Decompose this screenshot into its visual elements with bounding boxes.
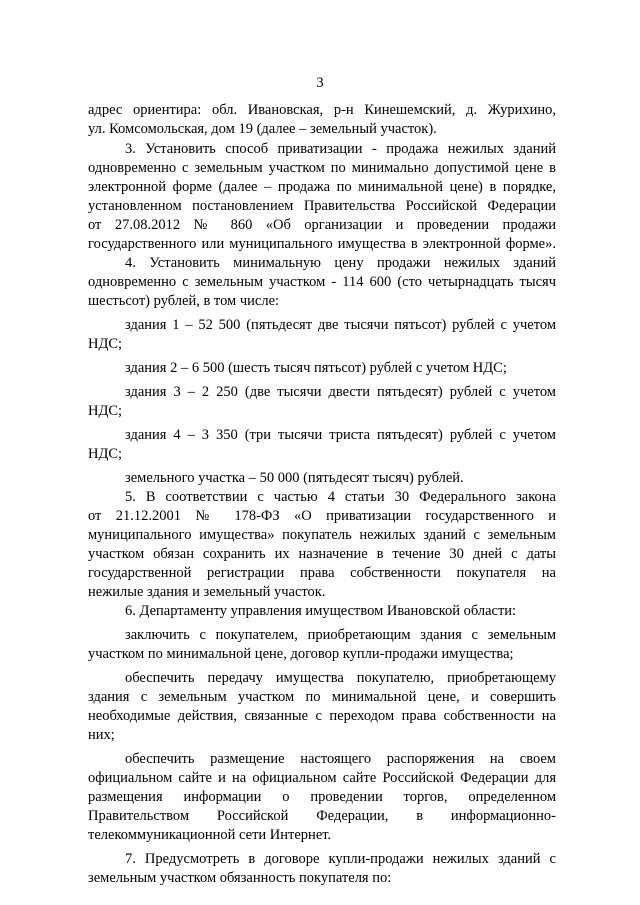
text-line: Правительством Российской Федерации, в информационно-: [88, 808, 556, 824]
text-line: участком по минимальной цене, договор купли-продажи имущества;: [88, 646, 514, 662]
text-line: государственной регистрации права собственности покупателя на: [88, 565, 556, 581]
text-line: земельного участка – 50 000 (пятьдесят тысяч) рублей.: [125, 470, 464, 486]
text-line: ул. Комсомольская, дом 19 (далее – земельный участок).: [88, 121, 437, 137]
text-line: установленном постановлением Правительства Российской Федерации: [88, 198, 556, 214]
text-line: них;: [88, 727, 115, 743]
text-line: здания 3 – 2 250 (две тысячи двести пятьдесят) рублей с учетом: [125, 384, 556, 400]
text-line: 4. Установить минимальную цену продажи нежилых зданий: [125, 255, 556, 271]
page-number: 3: [316, 75, 324, 91]
text-line: обеспечить передачу имущества покупателю, приобретающему: [125, 670, 556, 686]
text-line: 3. Установить способ приватизации - продажа нежилых зданий: [125, 141, 556, 157]
text-line: официальном сайте и на официальном сайте Российской Федерации для: [88, 770, 556, 786]
text-line: необходимые действия, связанные с переходом права собственности на: [88, 708, 556, 724]
text-line: НДС;: [88, 403, 123, 419]
text-line: здания 1 – 52 500 (пятьдесят две тысячи пятьсот) рублей с учетом: [125, 317, 556, 333]
text-line: муниципального имущества» покупатель нежилых зданий с земельным: [88, 527, 556, 543]
text-line: государственного или муниципального имущества в электронной форме».: [88, 236, 556, 252]
text-line: от 21.12.2001 № 178-ФЗ «О приватизации государственного и: [88, 508, 556, 524]
text-line: 7. Предусмотреть в договоре купли-продажи нежилых зданий с: [125, 851, 556, 867]
text-line: здания 4 – 3 350 (три тысячи триста пятьдесят) рублей с учетом: [125, 427, 556, 443]
text-line: участком обязан сохранить их назначение в течение 30 дней с даты: [88, 546, 556, 562]
text-line: 5. В соответствии с частью 4 статьи 30 Федерального закона: [125, 489, 556, 505]
text-line: земельным участком обязанность покупателя по:: [88, 870, 392, 886]
text-line: НДС;: [88, 336, 123, 352]
text-line: 6. Департаменту управления имуществом Ивановской области:: [125, 603, 517, 619]
text-line: размещения информации о проведении торгов, определенном: [88, 789, 556, 805]
text-line: шестьсот) рублей, в том числе:: [88, 293, 280, 309]
text-line: здания 2 – 6 500 (шесть тысяч пятьсот) рублей с учетом НДС;: [125, 360, 507, 376]
text-line: НДС;: [88, 446, 123, 462]
text-line: здания с земельным участком по минимальной цене, и совершить: [88, 689, 556, 705]
text-line: электронной форме (далее – продажа по минимальной цене) в порядке,: [88, 179, 556, 195]
text-line: обеспечить размещение настоящего распоряжения на своем: [125, 751, 556, 767]
text-line: адрес ориентира: обл. Ивановская, р-н Кинешемский, д. Журихино,: [88, 102, 556, 118]
text-line: одновременно с земельным участком - 114 600 (сто четырнадцать тысяч: [88, 274, 556, 290]
text-line: одновременно с земельным участком по минимально допустимой цене в: [88, 160, 556, 176]
text-line: заключить с покупателем, приобретающим здания с земельным: [125, 627, 556, 643]
text-line: телекоммуникационной сети Интернет.: [88, 827, 332, 843]
text-line: нежилые здания и земельный участок.: [88, 584, 326, 600]
text-line: от 27.08.2012 № 860 «Об организации и проведении продажи: [88, 217, 556, 233]
